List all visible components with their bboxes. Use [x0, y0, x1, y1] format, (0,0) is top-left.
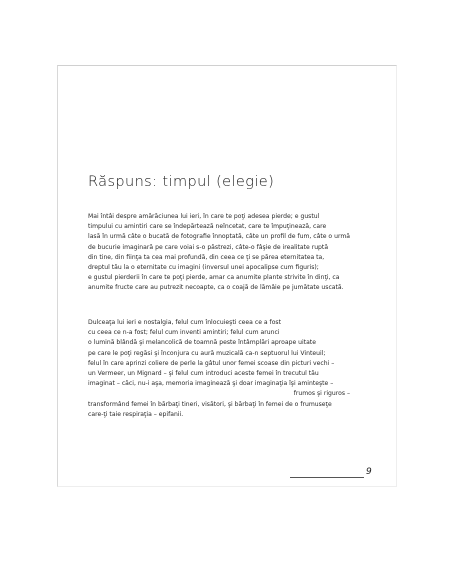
paragraph-2-line: pe care le poţi regăsi şi înconjura cu aură muzicală ca-n septuorul lui Vinteuil; [88, 349, 326, 357]
paragraph-2-line: o lumină blândă şi melancolică de toamnă peste întâmplări aproape uitate [88, 339, 316, 347]
paragraph-2-line: Dulceaţa lui ieri e nostalgia, felul cum înlocuieşti ceea ce a fost [88, 319, 281, 326]
paragraph-2-line: frumos şi riguros – [293, 390, 350, 398]
paragraph-1-line: din tine, din fiinţa ta cea mai profundă, din ceea ce ţi se părea eternitatea ta, [88, 253, 325, 261]
paragraph-2-line: cu ceea ce n-a fost; felul cum inventi amintiri; felul cum arunci [88, 329, 280, 337]
paragraph-2-line: un Vermeer, un Mignard – şi felul cum introduci aceste femei în trecutul tău [88, 370, 319, 378]
paragraph-2 [88, 318, 388, 420]
paragraph-1-line: timpului cu amintiri care se îndepărtează neîncetat, care te împuţinează, care [88, 223, 327, 231]
paragraph-1-line: de bucurie imaginară pe care voiai s-o păstrezi, câte-o fâşie de irealitate ruptă [88, 243, 329, 251]
paragraph-2-line: imaginat – căci, nu-i aşa, memoria imaginează şi doar imaginaţia îşi aminteşte – [88, 380, 334, 388]
paragraph-1-line: Mai întâi despre amărăciunea lui ieri, în care te poţi adesea pierde; e gustul [88, 213, 320, 220]
paragraph-1-line: dreptul tău la o eternitate cu imagini (inversul unei apocalipse cum figuris); [88, 264, 319, 272]
paragraph-2-line: care-ţi taie respiraţia – epifanii. [88, 410, 184, 418]
page-number: 9 [366, 467, 372, 477]
paragraph-2-line: felul în care aprinzi coliere de perle la gâtul unor femei scoase din picturi vechi – [88, 359, 335, 367]
paragraph-2-line: transformând femei în bărbaţi tineri, visători, şi bărbaţi în femei de o frumuseţe [88, 400, 332, 408]
footer-rule [290, 477, 364, 478]
paragraph-1-line: lasă în urmă câte o bucată de fotografie înnoptată, câte un profil de fum, câte o urmă [88, 233, 351, 241]
paragraph-1-line: e gustul pierderii în care te poţi pierde, amar ca anumite plante strivite în dinţi, ca [88, 274, 340, 282]
section-title: Răspuns: timpul (elegie) [88, 174, 275, 190]
paragraph-1 [88, 212, 388, 294]
paragraph-1-line: anumite fructe care au putrezit necoapte, ca o coajă de lămâie pe jumătate uscată. [88, 284, 344, 292]
